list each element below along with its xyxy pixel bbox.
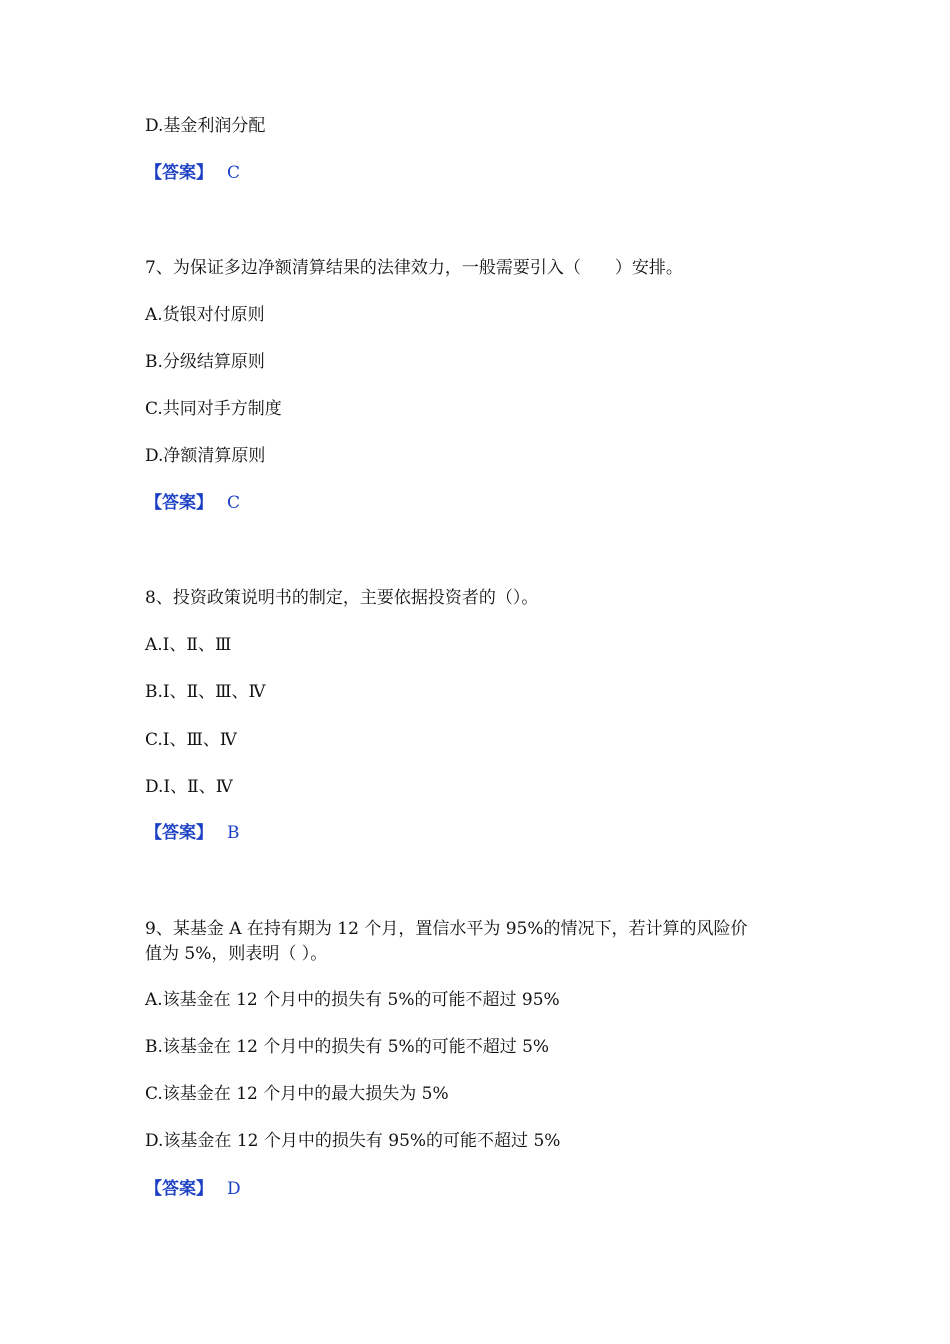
q8-option-d: D.Ⅰ、Ⅱ、Ⅳ <box>145 777 233 797</box>
q7-option-c: C.共同对手方制度 <box>145 399 282 419</box>
q9-option-a: A.该基金在 12 个月中的损失有 5%的可能不超过 95% <box>145 990 560 1010</box>
q9-option-c: C.该基金在 12 个月中的最大损失为 5% <box>145 1084 449 1104</box>
q7-option-b: B.分级结算原则 <box>145 352 265 372</box>
q9-question-line-1: 9、某基金 A 在持有期为 12 个月，置信水平为 95%的情况下，若计算的风险价 <box>145 919 748 939</box>
q8-option-c: C.Ⅰ、Ⅲ、Ⅳ <box>145 730 237 750</box>
answer-value: C <box>227 163 241 183</box>
answer-label: 【答案】 <box>145 823 213 843</box>
q8-option-a: A.Ⅰ、Ⅱ、Ⅲ <box>145 635 232 655</box>
q6-answer <box>145 161 240 185</box>
q8-answer <box>145 821 240 845</box>
q7-option-d: D.净额清算原则 <box>145 446 266 466</box>
q9-answer <box>145 1177 241 1201</box>
answer-label: 【答案】 <box>145 1179 213 1199</box>
q7-answer <box>145 491 240 515</box>
q6-option-d: D.基金利润分配 <box>145 116 266 136</box>
answer-value: D <box>227 1179 241 1199</box>
answer-label: 【答案】 <box>145 493 213 513</box>
answer-value: C <box>227 493 241 513</box>
q7-question: 7、为保证多边净额清算结果的法律效力，一般需要引入（ ）安排。 <box>145 258 683 278</box>
q9-question-line-2: 值为 5%，则表明（ ）。 <box>145 944 328 964</box>
q9-option-b: B.该基金在 12 个月中的损失有 5%的可能不超过 5% <box>145 1037 550 1057</box>
answer-value: B <box>227 823 240 843</box>
q8-option-b: B.Ⅰ、Ⅱ、Ⅲ、Ⅳ <box>145 682 266 702</box>
q9-option-d: D.该基金在 12 个月中的损失有 95%的可能不超过 5% <box>145 1131 561 1151</box>
answer-label: 【答案】 <box>145 163 213 183</box>
q7-option-a: A.货银对付原则 <box>145 305 265 325</box>
q8-question: 8、投资政策说明书的制定，主要依据投资者的（）。 <box>145 588 539 608</box>
